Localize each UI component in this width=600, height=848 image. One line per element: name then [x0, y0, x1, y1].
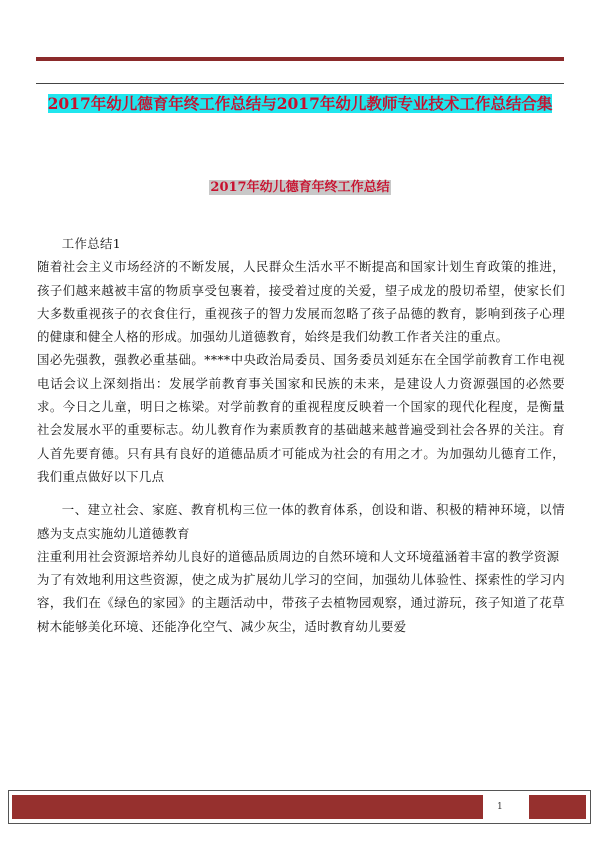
header-rule-thin — [36, 83, 564, 84]
page-number: 1 — [497, 802, 503, 812]
document-title-text: 2017年幼儿德育年终工作总结与2017年幼儿教师专业技术工作总结合集 — [47, 94, 553, 113]
paragraph: 工作总结1 — [61, 236, 121, 251]
paragraph: 一、建立社会、家庭、教育机构三位一体的教育体系，创设和谐、积极的精神环境，以情感为支点实施幼儿道德教育 — [37, 502, 565, 541]
document-title — [40, 93, 560, 115]
document-body — [37, 232, 565, 638]
section-title-text: 2017年幼儿德育年终工作总结 — [210, 180, 390, 195]
footer-bar-left — [12, 795, 483, 819]
section-title — [0, 180, 600, 196]
paragraph: 为了有效地利用这些资源，使之成为扩展幼儿学习的空间，加强幼儿体验性、探索性的学习内容，我们在《绿色的家园》的主题活动中，带孩子去植物园观察，通过游玩，孩子知道了花草树木能够美化环境、还能净化空气、减少灰尘，适时教育幼儿要爱 — [37, 572, 565, 634]
page-footer — [8, 790, 591, 824]
paragraph: 随着社会主义市场经济的不断发展，人民群众生活水平不断提高和国家计划生育政策的推进，孩子们越来越被丰富的物质享受包裹着，接受着过度的关爱，望子成龙的殷切希望，使家长们大多数重视孩子的衣食住行，重视孩子的智力发展而忽略了孩子品德的教育，影响到孩子心理的健康和健全人格的形成。加强幼儿道德教育，始终是我们幼教工作者关注的重点。 — [37, 259, 565, 345]
paragraph: 国必先强教，强教必重基础。****中央政治局委员、国务委员刘延东在全国学前教育工作电视电话会议上深刻指出：发展学前教育事关国家和民族的未来，是建设人力资源强国的必然要求。今日之儿童，明日之栋梁。对学前教育的重视程度反映着一个国家的现代化程度，是衡量社会发展水平的重要标志。幼儿教育作为素质教育的基础越来越普遍受到社会各界的关注。育人首先要育德。只有具有良好的道德品质才可能成为社会的有用之才。为加强幼儿德育工作，我们重点做好以下几点 — [37, 352, 565, 484]
footer-bar-right — [529, 795, 586, 819]
paragraph: 注重利用社会资源培养幼儿良好的道德品质周边的自然环境和人文环境蕴涵着丰富的教学资源 — [37, 548, 560, 564]
header-rule-thick — [36, 57, 564, 61]
